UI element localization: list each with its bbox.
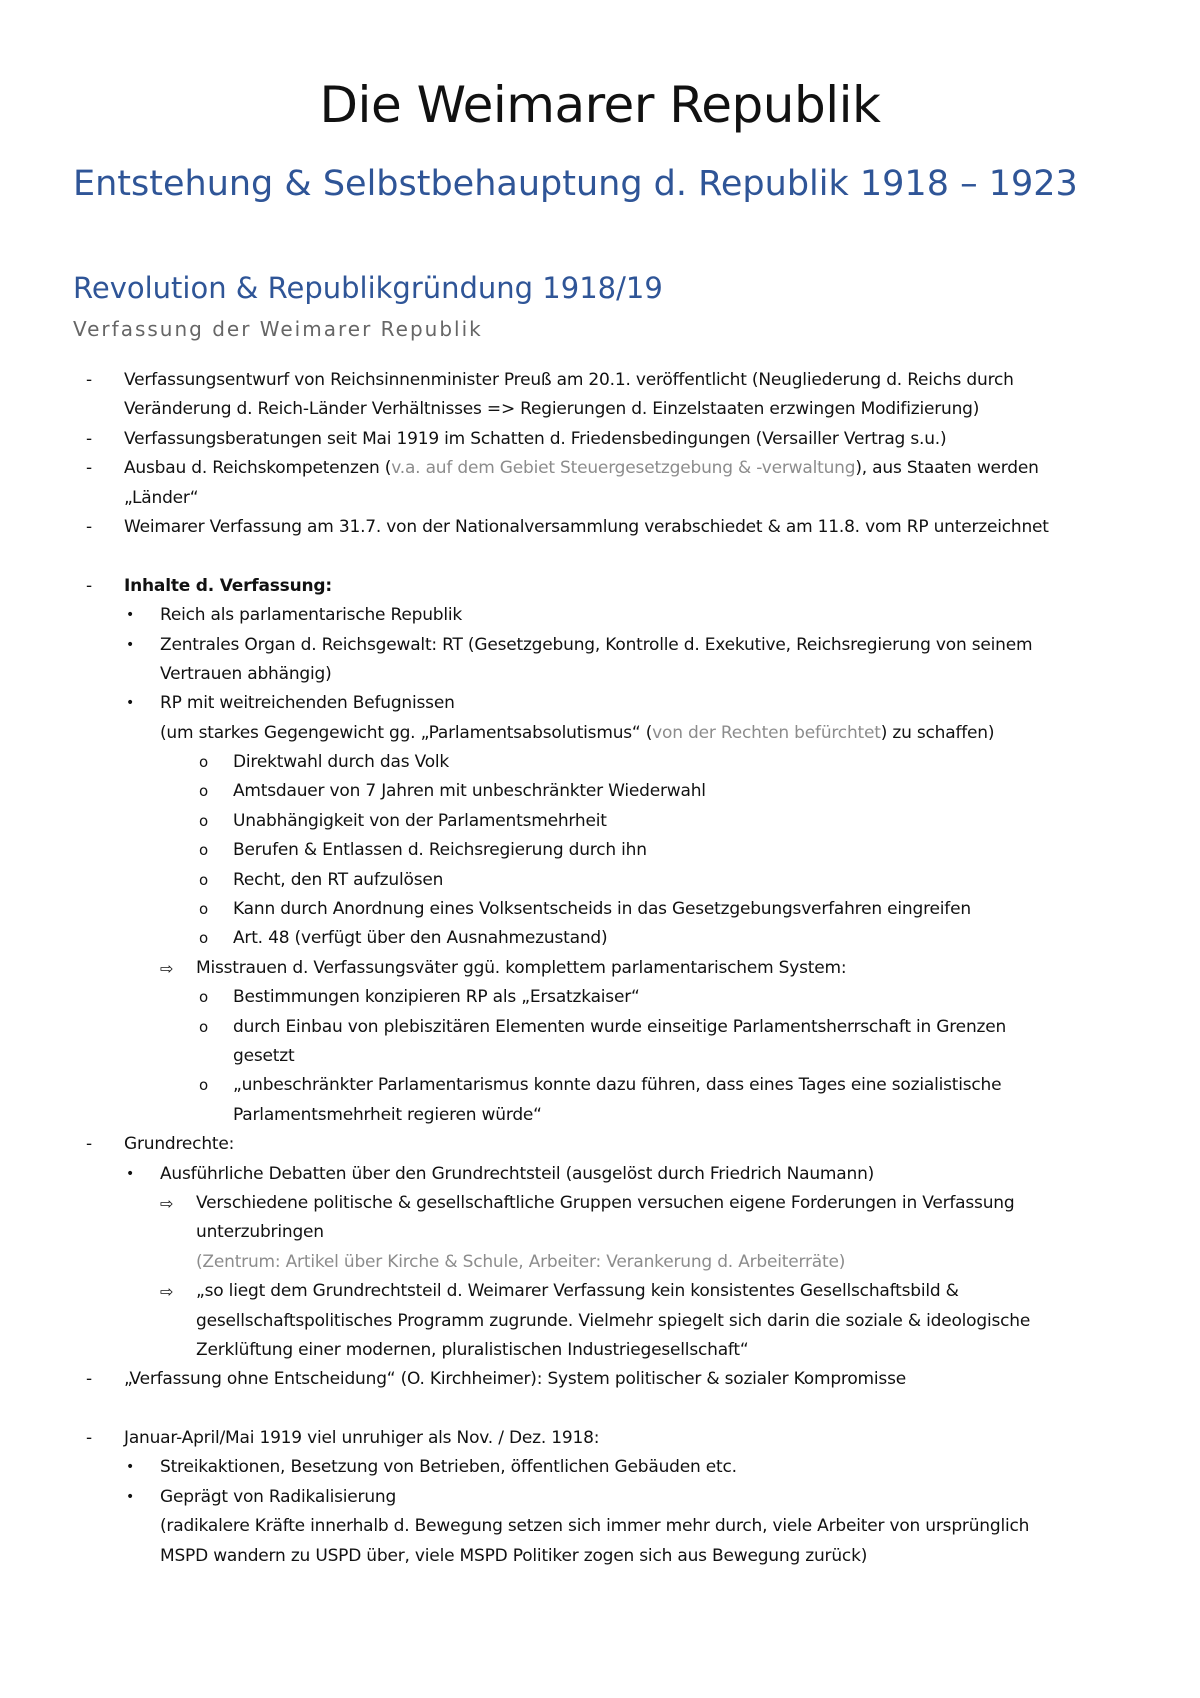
list-item (0, 1365, 1200, 1394)
text-segment: (um starkes Gegengewicht gg. „Parlamentsabsolutismus“ ( (160, 722, 653, 743)
bullet-item (0, 1160, 1200, 1189)
sub-item (0, 777, 1200, 806)
sub-item-text: „unbeschränkter Parlamentarismus konnte dazu führen, dass eines Tages eine sozialistische (233, 1075, 1002, 1096)
bullet-marker: • (126, 1459, 135, 1476)
sub-item-text: gesetzt (233, 1045, 295, 1066)
heading-level-1: Entstehung & Selbstbehauptung d. Republik 1918 – 1923 (73, 164, 1078, 204)
bullet-item (0, 1453, 1200, 1482)
circle-marker: o (199, 870, 208, 889)
sub-item (0, 924, 1200, 953)
bullet-item-continuation (0, 1542, 1200, 1571)
list-item-continuation (0, 395, 1200, 424)
sub-item (0, 1013, 1200, 1042)
sub-item (0, 895, 1200, 924)
dash-marker: - (86, 575, 92, 596)
sub-item-text: Art. 48 (verfügt über den Ausnahmezustand) (233, 928, 608, 949)
list-item (0, 454, 1200, 483)
bullet-item (0, 1483, 1200, 1512)
sub-item (0, 748, 1200, 777)
sub-item (0, 1071, 1200, 1100)
list-item-continuation (0, 484, 1200, 513)
circle-marker: o (199, 1076, 208, 1095)
list-item (0, 425, 1200, 454)
arrow-item (0, 1277, 1200, 1306)
document-body (0, 366, 1200, 1571)
list-item-text: Verfassungsberatungen seit Mai 1919 im Schatten d. Friedensbedingungen (Versailler Vertrag s.u.) (124, 428, 947, 449)
bullet-marker: • (126, 636, 135, 653)
dash-marker: - (86, 1369, 92, 1390)
bullet-item-text: Streikaktionen, Besetzung von Betrieben, öffentlichen Gebäuden etc. (160, 1457, 737, 1478)
bullet-item-text: Reich als parlamentarische Republik (160, 605, 463, 626)
sub-item (0, 807, 1200, 836)
list-item (0, 572, 1200, 601)
sub-item-text: Parlamentsmehrheit regieren würde“ (233, 1104, 542, 1125)
list-item-text: Januar-April/Mai 1919 viel unruhiger als Nov. / Dez. 1918: (124, 1428, 600, 1449)
arrow-item-continuation (0, 1218, 1200, 1247)
circle-marker: o (199, 900, 208, 919)
arrow-icon: ⇨ (160, 958, 174, 978)
bullet-item (0, 631, 1200, 660)
bullet-item-text: (radikalere Kräfte innerhalb d. Bewegung setzen sich immer mehr durch, viele Arbeiter von ursprünglich (160, 1516, 1030, 1537)
arrow-icon: ⇨ (160, 1282, 174, 1302)
bullet-marker: • (126, 607, 135, 624)
arrow-icon: ⇨ (160, 1193, 174, 1213)
circle-marker: o (199, 841, 208, 860)
arrow-item-text: Zerklüftung einer modernen, pluralistischen Industriegesellschaft“ (196, 1339, 749, 1360)
grey-annotation: (Zentrum: Artikel über Kirche & Schule, Arbeiter: Verankerung d. Arbeiterräte) (196, 1251, 846, 1272)
list-item (0, 366, 1200, 395)
arrow-item-continuation (0, 1248, 1200, 1277)
sub-item-text: Berufen & Entlassen d. Reichsregierung durch ihn (233, 840, 647, 861)
bullet-marker: • (126, 695, 135, 712)
dash-marker: - (86, 370, 92, 390)
dash-marker: - (86, 1428, 92, 1449)
sub-item (0, 866, 1200, 895)
list-item-text: „Verfassung ohne Entscheidung“ (O. Kirchheimer): System politischer & sozialer Kompromisse (124, 1369, 907, 1390)
arrow-item-text: Verschiedene politische & gesellschaftliche Gruppen versuchen eigene Forderungen in Verfassung (196, 1192, 1015, 1213)
sub-item-text: Amtsdauer von 7 Jahren mit unbeschränkter Wiederwahl (233, 781, 706, 802)
list-item-text: Verfassungsentwurf von Reichsinnenminister Preuß am 20.1. veröffentlicht (Neugliederung d. Reichs durch (124, 370, 1014, 390)
arrow-item-text: unterzubringen (196, 1222, 324, 1243)
list-item (0, 513, 1200, 542)
dash-marker: - (86, 516, 92, 537)
text-segment: ), aus Staaten werden (855, 458, 1039, 479)
sub-item-text: Recht, den RT aufzulösen (233, 869, 444, 890)
circle-marker: o (199, 1017, 208, 1036)
list-item-text: „Länder“ (124, 487, 199, 508)
list-item-text: Veränderung d. Reich-Länder Verhältnisses => Regierungen d. Einzelstaaten erzwingen Modifizierung) (124, 399, 980, 420)
section-label: Inhalte d. Verfassung: (124, 575, 332, 596)
blank-line (0, 542, 1200, 571)
sub-item-text: Bestimmungen konzipieren RP als „Ersatzkaiser“ (233, 987, 640, 1008)
arrow-item-continuation (0, 1307, 1200, 1336)
dash-marker: - (86, 1134, 92, 1155)
bullet-item-text (160, 719, 994, 748)
list-item-text: Weimarer Verfassung am 31.7. von der Nationalversammlung verabschiedet & am 11.8. vom RP unterzeichnet (124, 516, 1049, 537)
bullet-item-continuation (0, 719, 1200, 748)
bullet-item-text: Vertrauen abhängig) (160, 663, 332, 684)
sub-item-continuation (0, 1101, 1200, 1130)
bullet-item-text: MSPD wandern zu USPD über, viele MSPD Politiker zogen sich aus Bewegung zurück) (160, 1545, 868, 1566)
circle-marker: o (199, 929, 208, 948)
arrow-item-text: „so liegt dem Grundrechtsteil d. Weimarer Verfassung kein konsistentes Gesellschaftsbild & (196, 1281, 959, 1302)
dash-marker: - (86, 458, 92, 479)
text-segment: ) zu schaffen) (880, 722, 995, 743)
bullet-item-text: Geprägt von Radikalisierung (160, 1486, 397, 1507)
sub-item-text: Kann durch Anordnung eines Volksentscheids in das Gesetzgebungsverfahren eingreifen (233, 899, 971, 920)
sub-item (0, 983, 1200, 1012)
bullet-item-text: Zentrales Organ d. Reichsgewalt: RT (Gesetzgebung, Kontrolle d. Exekutive, Reichsregierung von seinem (160, 634, 1033, 655)
text-segment: Ausbau d. Reichskompetenzen ( (124, 458, 392, 479)
sub-item-continuation (0, 1042, 1200, 1071)
circle-marker: o (199, 782, 208, 801)
arrow-item-continuation (0, 1336, 1200, 1365)
circle-marker: o (199, 811, 208, 830)
bullet-marker: • (126, 1488, 135, 1505)
sub-item-text: Unabhängigkeit von der Parlamentsmehrheit (233, 810, 607, 831)
list-item (0, 1424, 1200, 1453)
bullet-item-continuation (0, 1512, 1200, 1541)
blank-line (0, 1395, 1200, 1424)
circle-marker: o (199, 753, 208, 772)
list-item-text (124, 454, 1039, 483)
bullet-item-text: RP mit weitreichenden Befugnissen (160, 693, 455, 714)
sub-item (0, 836, 1200, 865)
bullet-item (0, 601, 1200, 630)
arrow-item (0, 1189, 1200, 1218)
sub-item-text: Direktwahl durch das Volk (233, 752, 450, 773)
dash-marker: - (86, 428, 92, 449)
arrow-item-text: gesellschaftspolitisches Programm zugrunde. Vielmehr spiegelt sich darin die soziale & ideologische (196, 1310, 1031, 1331)
bullet-item-text: Ausführliche Debatten über den Grundrechtsteil (ausgelöst durch Friedrich Naumann) (160, 1163, 875, 1184)
bullet-marker: • (126, 1165, 135, 1182)
arrow-item (0, 954, 1200, 983)
bullet-item (0, 689, 1200, 718)
heading-level-3: Verfassung der Weimarer Republik (73, 317, 483, 341)
list-item-text: Grundrechte: (124, 1134, 235, 1155)
heading-level-2: Revolution & Republikgründung 1918/19 (73, 271, 663, 305)
sub-item-text: durch Einbau von plebiszitären Elementen wurde einseitige Parlamentsherrschaft in Grenzen (233, 1016, 1007, 1037)
circle-marker: o (199, 988, 208, 1007)
bullet-item-continuation (0, 660, 1200, 689)
list-item (0, 1130, 1200, 1159)
grey-annotation: von der Rechten befürchtet (652, 722, 881, 743)
grey-annotation: v.a. auf dem Gebiet Steuergesetzgebung & -verwaltung (391, 458, 856, 479)
document-title: Die Weimarer Republik (319, 76, 881, 134)
arrow-item-text: Misstrauen d. Verfassungsväter ggü. komplettem parlamentarischem System: (196, 957, 847, 978)
